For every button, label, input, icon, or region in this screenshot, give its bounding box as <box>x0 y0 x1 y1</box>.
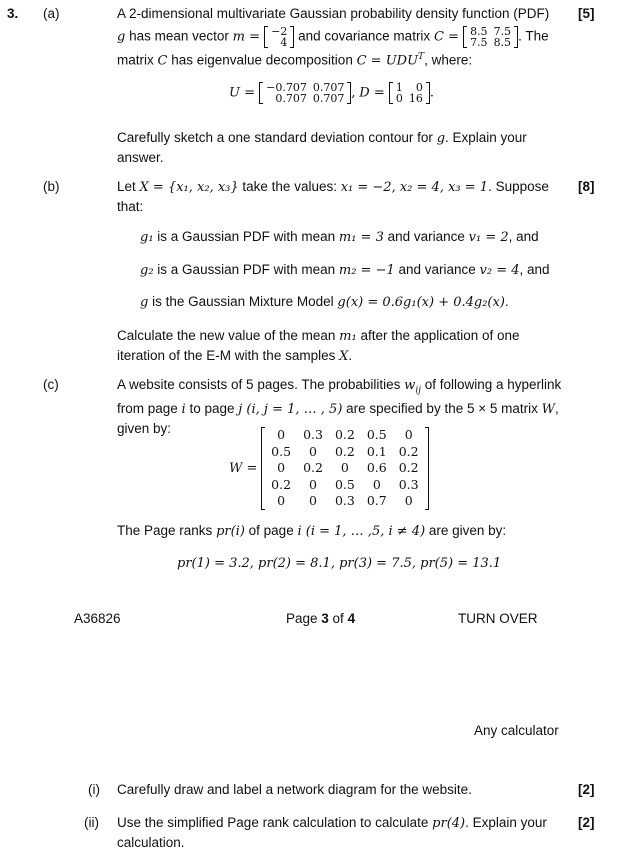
part-b-label: (b) <box>43 179 60 194</box>
mean-vector: −2 4 <box>264 26 294 48</box>
subpart-i-marks: [2] <box>578 782 595 797</box>
matrix-cell: 0 <box>309 476 317 492</box>
matrix-cell: 0.2 <box>398 460 419 475</box>
D-matrix: 1 0 0 16 <box>389 82 430 104</box>
matrix-cell: 0 <box>277 460 286 475</box>
part-b-gmm-line: g is the Gaussian Mixture Model g(x) = 0.6g₁(x) + 0.4g₂(x). <box>140 294 509 310</box>
pagerank-values: pr(1) = 3.2, pr(2) = 8.1, pr(3) = 7.5, pr(5) = 13.1 <box>177 556 502 571</box>
part-a-label: (a) <box>43 6 60 21</box>
part-b-task: Calculate the new value of the mean m₁ after the application of one iteration of the E-M with the samples X. <box>117 328 520 364</box>
matrix-cell: 0 <box>340 460 349 475</box>
subpart-i-label: (i) <box>88 782 100 797</box>
matrix-cell: 0.5 <box>271 443 292 459</box>
matrix-row <box>265 460 424 477</box>
W-matrix <box>261 427 428 510</box>
paper-code: A36826 <box>74 611 121 626</box>
question-number: 3. <box>7 6 19 21</box>
part-a-task: Carefully sketch a one standard deviation contour for g. Explain your answer. <box>117 130 527 165</box>
subpart-ii-text: Use the simplified Page rank calculation to calculate pr(4). Explain your calculation. <box>117 815 547 850</box>
subpart-ii-marks: [2] <box>578 815 595 830</box>
part-a-line2: g has mean vector m = −2 4 and covariance matrix C = 8.5 7.5 7.5 8.5 . The <box>117 24 549 49</box>
matrix-row <box>265 493 424 510</box>
part-a-marks: [5] <box>578 6 595 21</box>
matrix-row <box>265 427 424 444</box>
matrix-cell: 0.3 <box>398 476 419 492</box>
W-matrix-block: W = 0 0.3 0.2 0.5 0 0.5 0 0.2 0.1 0.2 0 0.2 0 0.6 0.2 0.2 0 0.5 0 0.3 0 0 0.3 0.7 0 <box>229 427 429 510</box>
matrix-cell: 0 <box>404 427 413 442</box>
subpart-ii-label: (ii) <box>84 815 99 830</box>
matrix-cell: 0 <box>309 443 317 459</box>
matrix-cell: 0 <box>277 493 286 508</box>
matrix-cell: 0.7 <box>366 493 387 508</box>
covariance-matrix: 8.5 7.5 7.5 8.5 <box>463 26 518 48</box>
matrix-cell: 0.2 <box>271 476 292 492</box>
matrix-cell: 0.6 <box>366 460 387 475</box>
matrix-cell: 0.2 <box>398 443 419 459</box>
part-a-line3: matrix C has eigenvalue decomposition $C = UDU^T$, where: <box>117 51 473 68</box>
matrix-cell: 0.3 <box>334 493 355 508</box>
part-b-g2-line: g₂ is a Gaussian PDF with mean m₂ = −1 and variance v₂ = 4, and <box>140 262 550 278</box>
part-c-label: (c) <box>43 377 59 392</box>
part-c-pagerank-intro: The Page ranks pr(i) of page i (i = 1, … ,5, i ≠ 4) are given by: <box>117 523 507 539</box>
matrix-cell: 0.2 <box>334 427 355 442</box>
eigen-decomposition: U = −0.707 0.707 0.707 0.707 , D = 1 0 0 16 . <box>229 81 435 105</box>
matrix-cell: 0.3 <box>303 427 323 442</box>
matrix-cell: 0 <box>372 476 381 492</box>
matrix-row <box>265 444 424 461</box>
matrix-cell: 0.1 <box>366 443 387 459</box>
matrix-cell: 0.5 <box>366 427 387 442</box>
part-a-text <box>117 5 569 71</box>
matrix-row <box>265 477 424 494</box>
turn-over: TURN OVER <box>458 611 538 626</box>
calculator-note: Any calculator <box>474 723 559 738</box>
matrix-cell: 0 <box>404 493 413 508</box>
part-b-intro: Let X = {x₁, x₂, x₃} take the values: x₁ = −2, x₂ = 4, x₃ = 1. Suppose that: <box>117 179 549 214</box>
matrix-cell: 0.2 <box>303 460 323 475</box>
matrix-cell: 0 <box>277 427 286 442</box>
part-b-g1-line: g₁ is a Gaussian PDF with mean m₁ = 3 and variance v₁ = 2, and <box>140 229 539 245</box>
matrix-cell: 0.2 <box>334 443 355 459</box>
page-number: Page 3 of 4 <box>286 611 356 626</box>
subpart-i-text: Carefully draw and label a network diagram for the website. <box>117 782 472 797</box>
part-c-intro: A website consists of 5 pages. The probabilities $w_{ij}$ of following a hyperlink from page i to page j (i, j = 1, … , 5) are specified by the 5 × 5 matrix W, given by: <box>117 377 562 436</box>
matrix-cell: 0 <box>309 493 317 508</box>
part-a-line1: A 2-dimensional multivariate Gaussian probability density function (PDF) <box>117 6 550 21</box>
U-matrix: −0.707 0.707 0.707 0.707 <box>259 82 351 104</box>
matrix-cell: 0.5 <box>334 476 355 492</box>
part-b-marks: [8] <box>578 179 595 194</box>
